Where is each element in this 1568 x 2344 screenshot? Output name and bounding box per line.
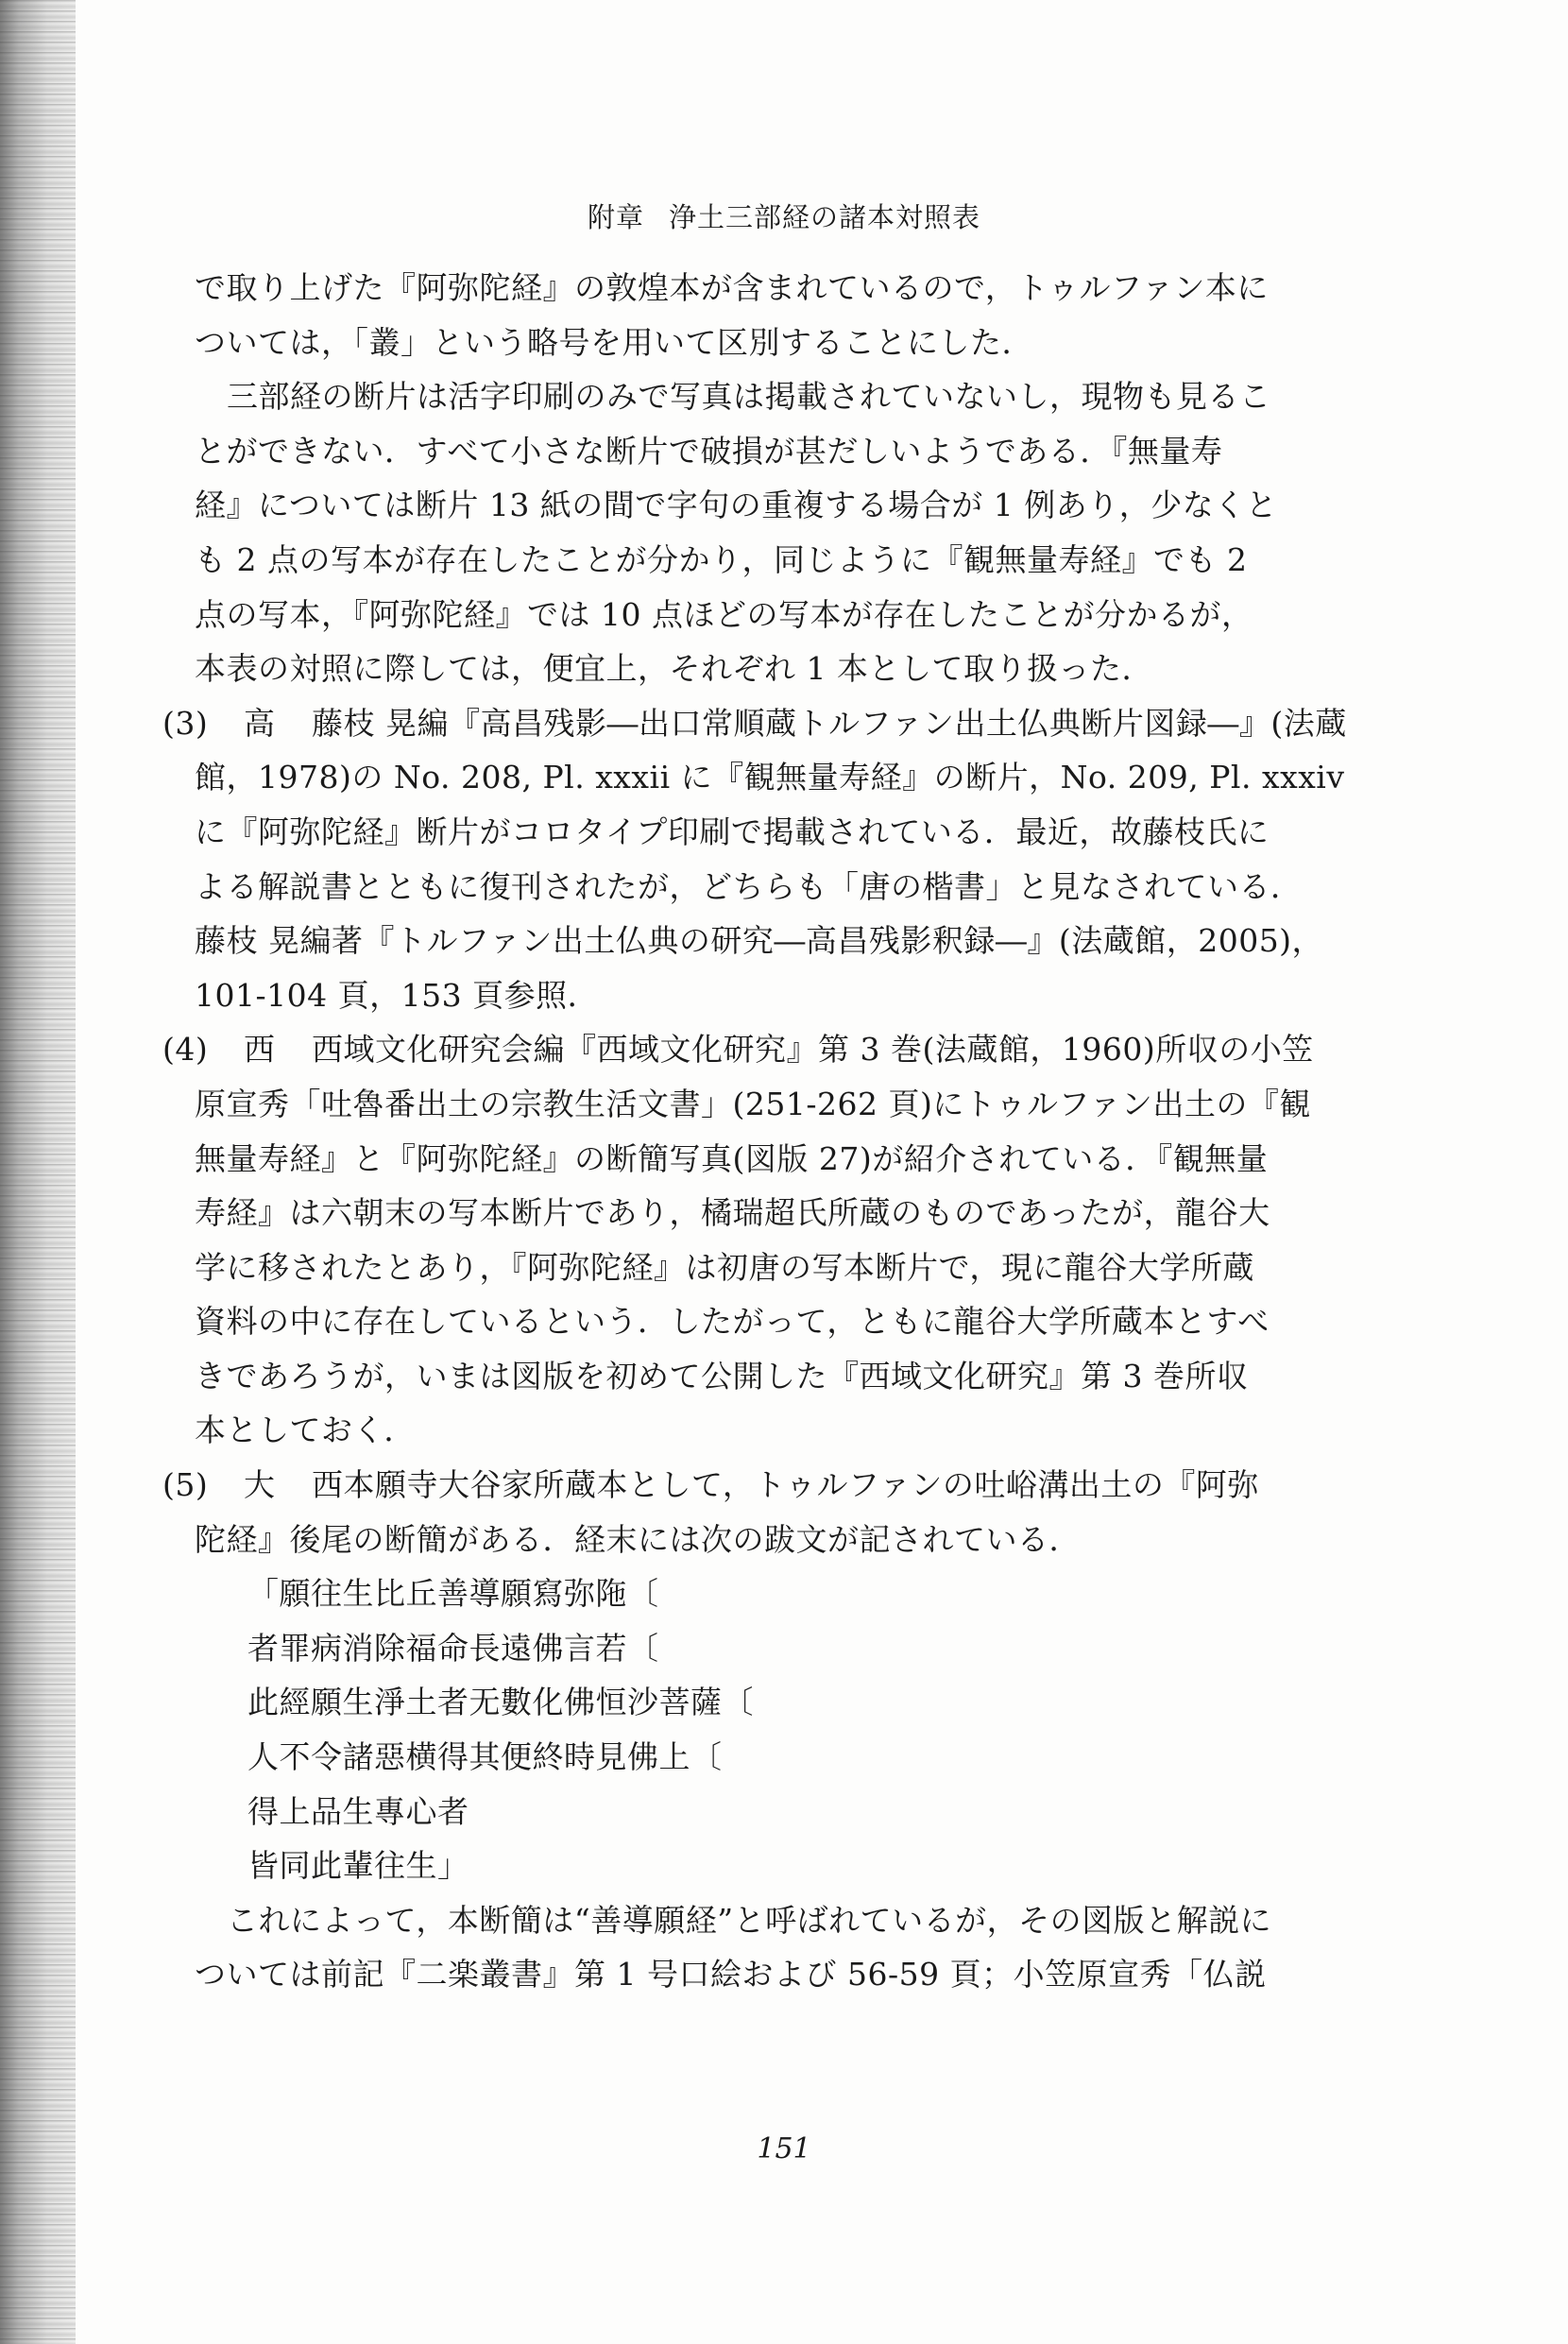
text-line: ついては，「叢」という略号を用いて区別することにした． — [195, 323, 1033, 361]
note-number: (5) — [162, 1466, 209, 1504]
page-number: 151 — [757, 2132, 811, 2165]
text-line: 無量寿経』と『阿弥陀経』の断簡写真(図版 27)が紹介されている．『観無量 — [195, 1139, 1269, 1177]
chapter-label: 附章 — [587, 201, 644, 233]
colophon-line: 人不令諸惡横得其便終時見佛上〔 — [247, 1738, 723, 1776]
body-text — [162, 261, 1394, 2002]
text-line: 本表の対照に際しては，便宜上，それぞれ 1 本として取り扱った． — [195, 650, 1153, 688]
text-line: 原宣秀「吐魯番出土の宗教生活文書」(251-262 頁)にトゥルファン出土の『観 — [195, 1085, 1311, 1122]
note-head — [162, 1022, 1394, 1077]
text-line: 点の写本，『阿弥陀経』では 10 点ほどの写本が存在したことが分かるが， — [195, 595, 1253, 633]
text-line: 101-104 頁，153 頁参照． — [195, 976, 600, 1014]
colophon-line: 皆同此輩往生」 — [247, 1847, 469, 1885]
colophon-line: 得上品生專心者 — [247, 1792, 469, 1830]
colophon-line: 者罪病消除福命長遠佛言若〔 — [247, 1629, 659, 1667]
note-5 — [162, 1458, 1394, 2002]
text-line: 藤枝 晃編著『トルファン出土仏典の研究―高昌残影釈録―』(法蔵館，2005)， — [195, 922, 1324, 960]
text-line: これによって，本断簡は“善導願経”と呼ばれているが，その図版と解説に — [227, 1901, 1272, 1939]
note-abbreviation: 高 — [244, 704, 276, 742]
text-line: とができない．すべて小さな断片で破損が甚だしいようである．『無量寿 — [195, 432, 1223, 470]
text-line: で取り上げた『阿弥陀経』の敦煌本が含まれているので，トゥルファン本に — [195, 269, 1269, 306]
text-line: ついては前記『二楽叢書』第 1 号口絵および 56-59 頁；小笠原宣秀「仏説 — [195, 1956, 1267, 1993]
note-first-line: 西本願寺大谷家所蔵本として，トゥルファンの吐峪溝出土の『阿弥 — [312, 1466, 1259, 1504]
note-abbreviation: 西 — [244, 1031, 276, 1069]
chapter-title: 浄土三部経の諸本対照表 — [669, 201, 981, 233]
text-line: 館，1978)の No. 208, Pl. xxxii に『観無量寿経』の断片，No. 209, Pl. xxxiv — [195, 759, 1345, 796]
text-line: 陀経』後尾の断簡がある．経末には次の跋文が記されている． — [195, 1520, 1081, 1558]
text-line: 経』については断片 13 紙の間で字句の重複する場合が 1 例あり，少なくと — [195, 487, 1278, 524]
note-first-line: 藤枝 晃編『高昌残影―出口常順蔵トルファン出土仏典断片図録―』(法蔵 — [312, 704, 1347, 742]
text-line: きであろうが，いまは図版を初めて公開した『西域文化研究』第 3 巻所収 — [195, 1357, 1249, 1394]
text-line: 資料の中に存在しているという．したがって，ともに龍谷大学所蔵本とすべ — [195, 1303, 1270, 1341]
note-number: (4) — [162, 1031, 209, 1069]
text-line: に『阿弥陀経』断片がコロタイプ印刷で掲載されている．最近，故藤枝氏に — [195, 813, 1270, 850]
note-head — [162, 1458, 1394, 1513]
paragraph-sanbukyo — [195, 369, 1394, 696]
note-head — [162, 696, 1394, 751]
note-3 — [162, 696, 1394, 1023]
paragraph-continuation — [195, 261, 1394, 369]
text-line: 寿経』は六朝末の写本断片であり，橘瑞超氏所蔵のものであったが，龍谷大 — [195, 1194, 1270, 1232]
text-line: 学に移されたとあり，『阿弥陀経』は初唐の写本断片で，現に龍谷大学所蔵 — [195, 1248, 1254, 1286]
note-first-line: 西域文化研究会編『西域文化研究』第 3 巻(法蔵館，1960)所収の小笠 — [312, 1031, 1314, 1069]
colophon-line: 「願往生比丘善導願寫弥陁〔 — [247, 1575, 659, 1613]
scan-shadow-edge — [0, 0, 76, 2344]
text-line: よる解説書とともに復刊されたが，どちらも「唐の楷書」と見なされている． — [195, 867, 1303, 905]
note-abbreviation: 大 — [244, 1466, 276, 1504]
colophon-line: 此經願生淨土者无數化佛恒沙菩薩〔 — [247, 1684, 754, 1721]
note-4 — [162, 1022, 1394, 1458]
note-number: (3) — [162, 704, 209, 742]
running-header — [0, 197, 1568, 235]
text-line: 本としておく． — [195, 1412, 416, 1449]
text-line: も 2 点の写本が存在したことが分かり，同じように『観無量寿経』でも 2 — [195, 540, 1248, 578]
text-line: 三部経の断片は活字印刷のみで写真は掲載されていないし，現物も見るこ — [227, 378, 1271, 416]
